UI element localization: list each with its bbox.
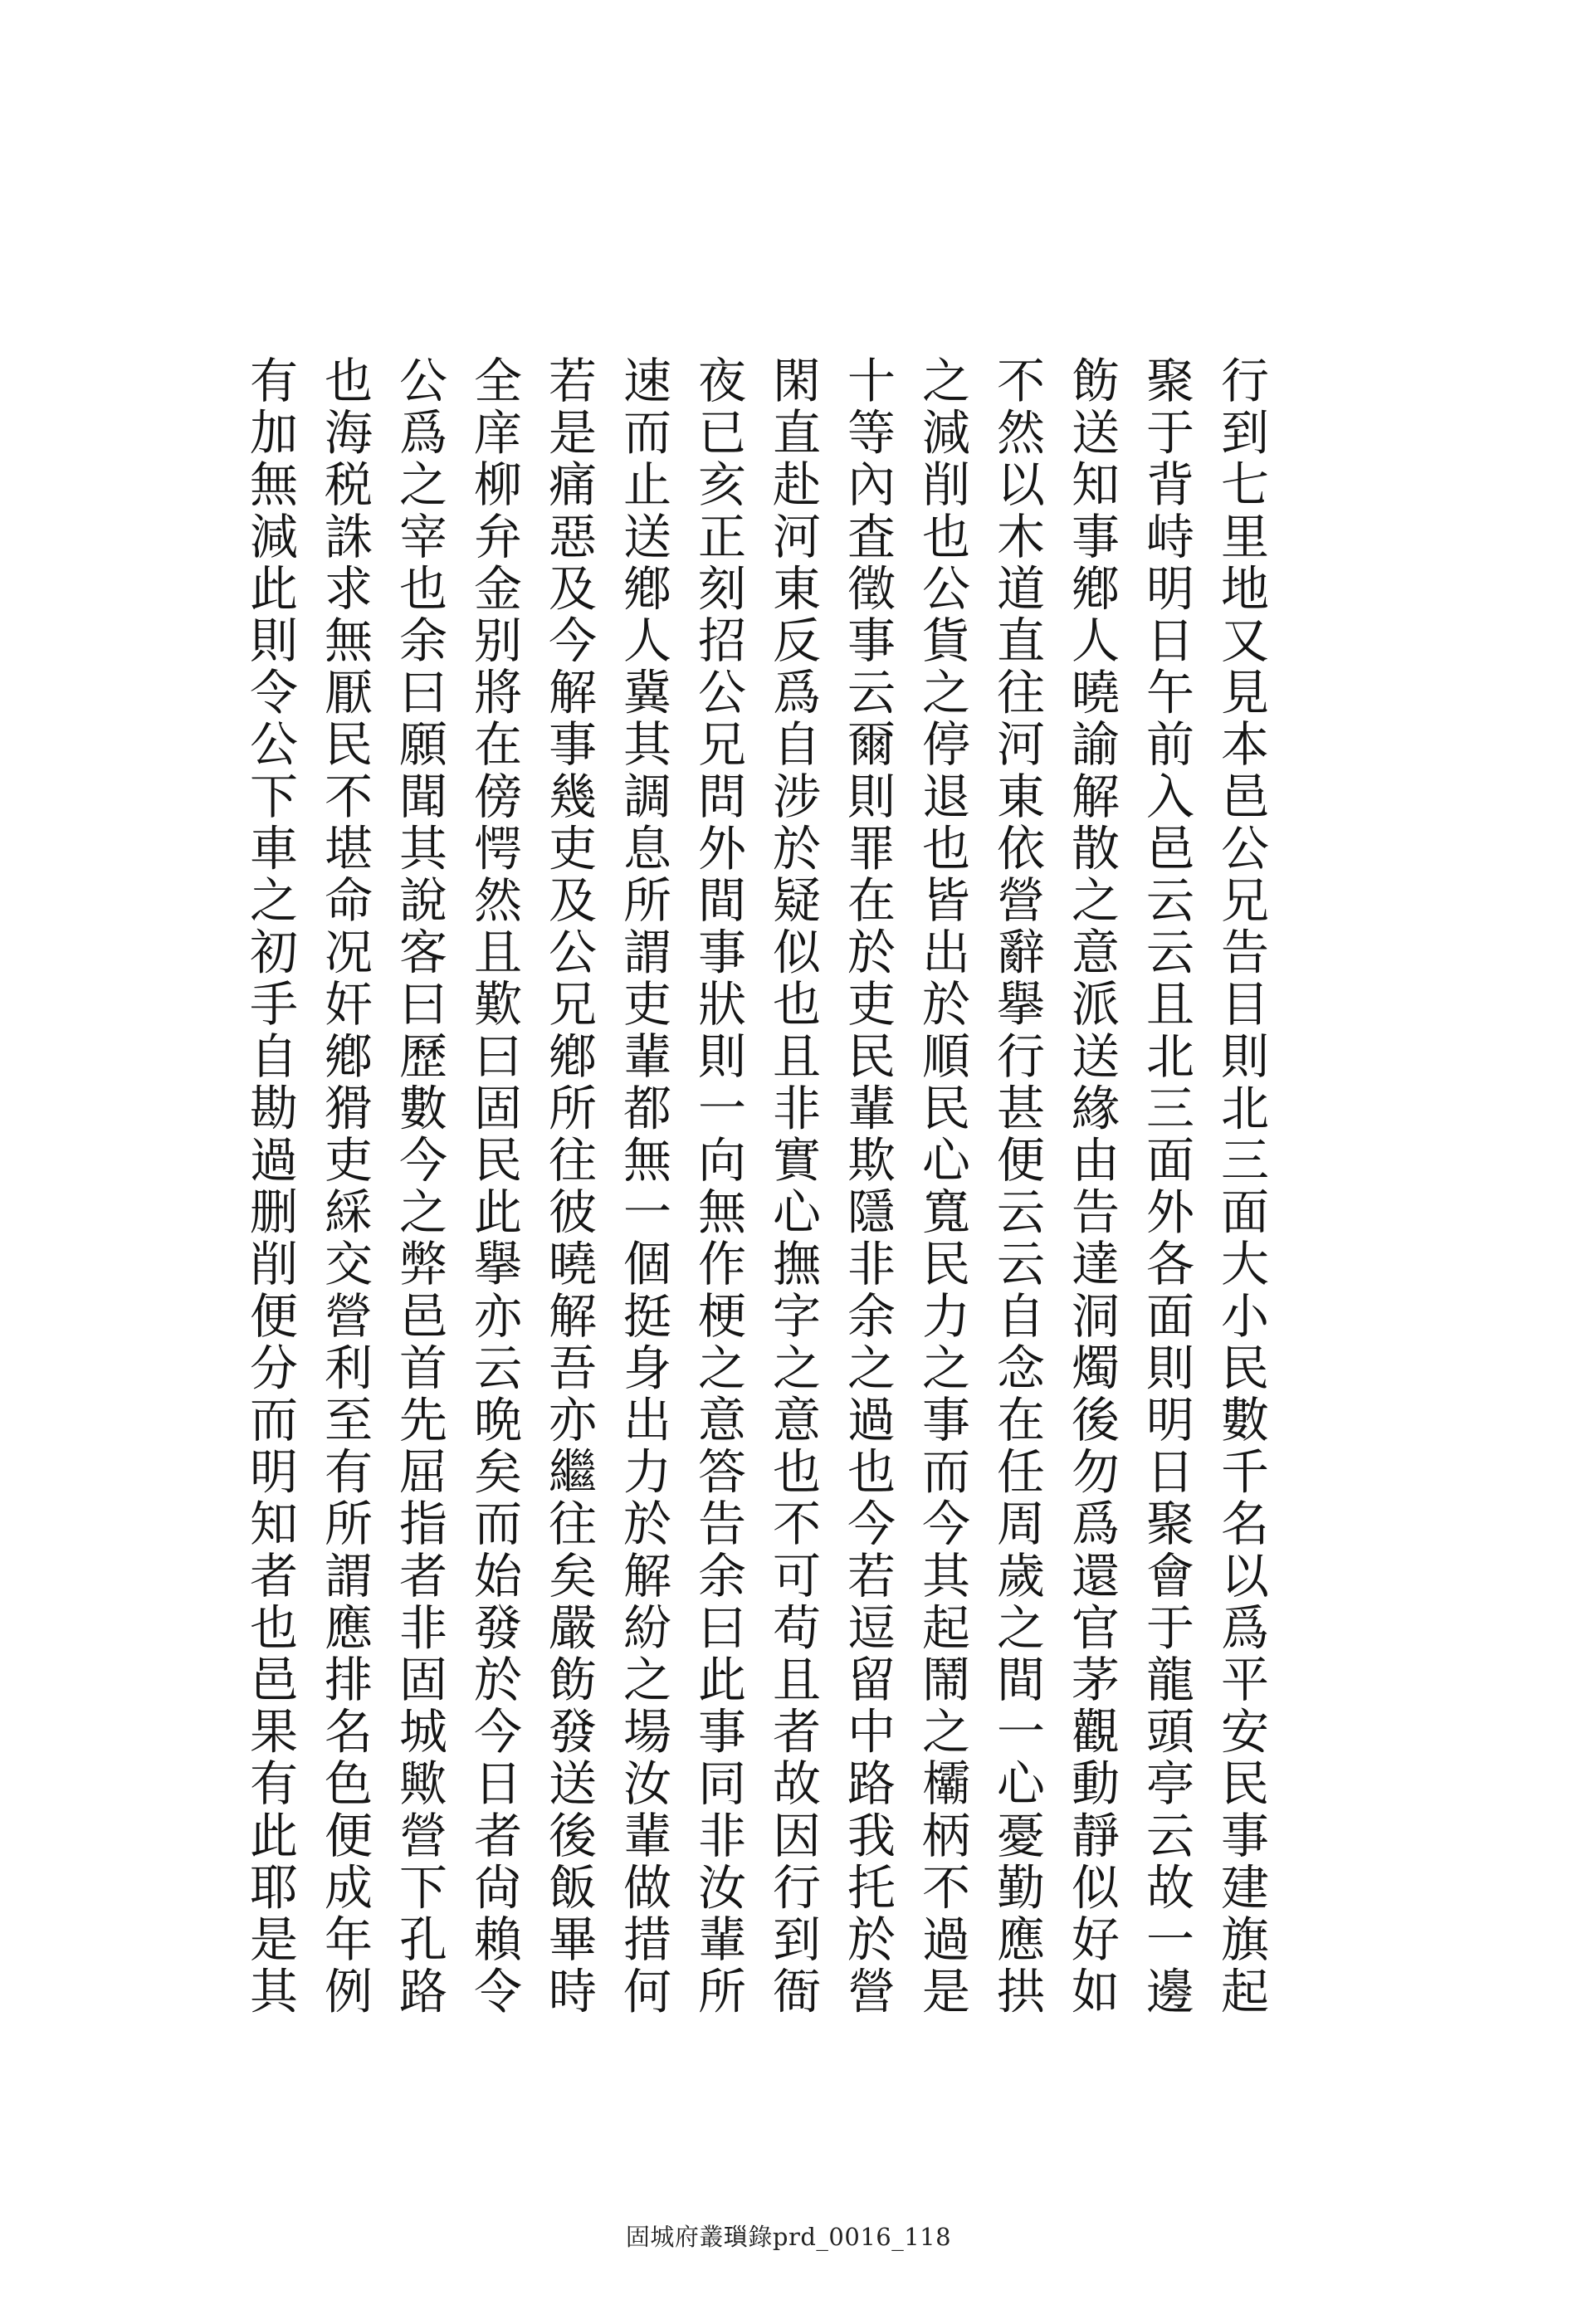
manuscript-column-5: 之減削也公貨之停退也皆出於順民心寬民力之事而今其起鬧之欛柄不過是 (914, 355, 970, 2019)
manuscript-column-2: 聚于背峙明日午前入邑云云且北三面外各面則明日聚會于龍頭亭云故一邊 (1138, 355, 1194, 2019)
page-caption: 固城府叢𤨏錄prd_0016_118 (625, 2223, 952, 2251)
manuscript-column-11: 全庠柳弁金别將在傍愕然且歎曰固民此擧亦云晩矣而始發於今日者尙賴令 (466, 355, 522, 2019)
manuscript-column-9: 速而止送鄕人冀其調息所謂吏輩都無一個挺身出力於解紛之場汝輩做措何 (615, 355, 671, 2019)
manuscript-column-8: 夜已亥正刻招公兄問外間事狀則一向無作梗之意答告余曰此事同非汝輩所 (690, 355, 746, 2019)
manuscript-column-7: 閑直赴河東反爲自涉於疑似也且非實心撫字之意也不可苟且者故因行到衙 (764, 355, 821, 2019)
manuscript-column-6: 十等內査徵事云爾則罪在於吏民輩欺隱非余之過也今若逗留中路我托於營 (839, 355, 896, 2019)
manuscript-column-13: 也海税誅求無厭民不堪命况奸鄕猾吏綵交營利至有所謂應排名色便成年例 (316, 355, 373, 2019)
manuscript-column-4: 不然以木道直往河東依營辭擧行甚便云云自念在任周歲之間一心憂勤應拱 (989, 355, 1045, 2019)
manuscript-column-10: 若是痛惡及今解事幾吏及公兄鄕所往彼曉解吾亦繼往矣嚴飭發送後飯畢時 (540, 355, 597, 2019)
manuscript-column-1: 行到七里地又見本邑公兄告目則北三面大小民數千名以爲平安民事建旗起 (1213, 355, 1269, 2019)
manuscript-column-3: 飭送知事鄕人曉諭解散之意派送緣由告達洞燭後勿爲還官茅觀動靜似好如 (1063, 355, 1120, 2019)
manuscript-text-block (237, 355, 1278, 2053)
manuscript-column-12: 公爲之宰也余曰願聞其說客曰歷數今之弊邑首先屈指者非固城歟營下孔路 (391, 355, 447, 2019)
manuscript-column-14: 有加無減此則令公下車之初手自勘過删削便分而明知者也邑果有此耶是其 (242, 355, 298, 2019)
